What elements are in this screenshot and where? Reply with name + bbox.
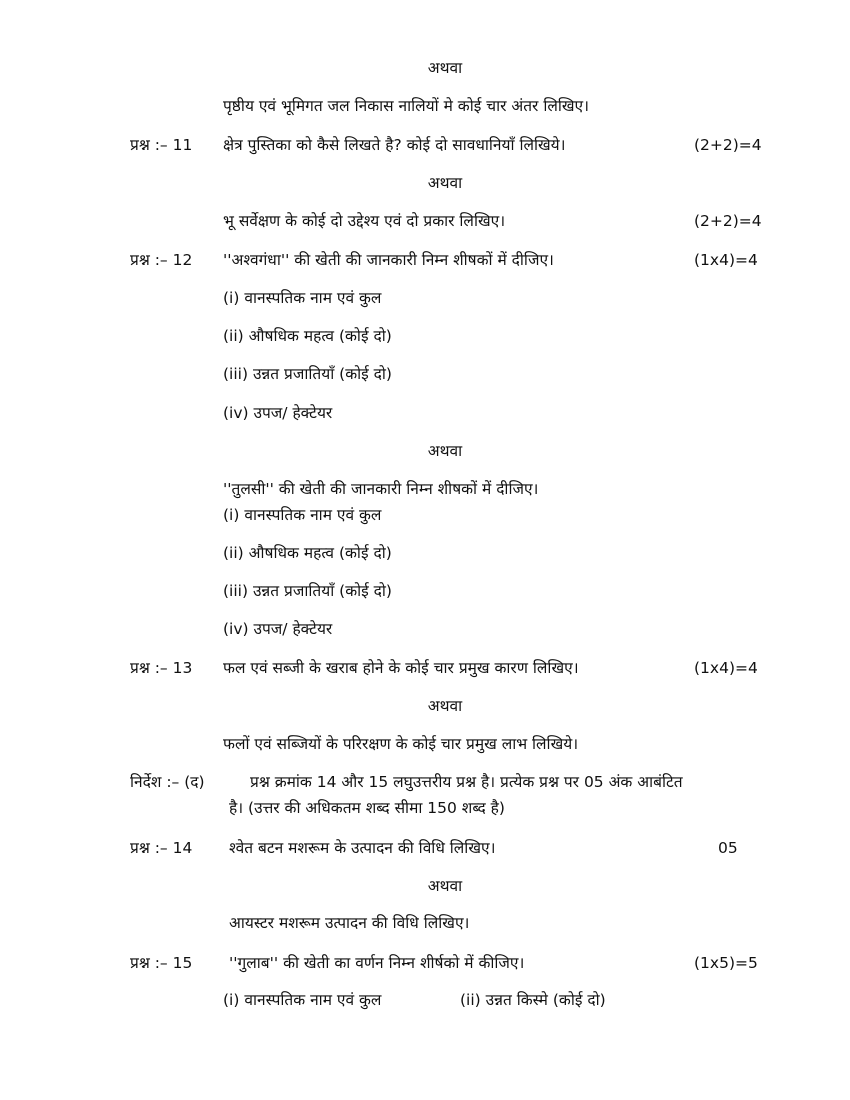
question-12-alternate-item: (iv) उपज/ हेक्टेयर <box>223 620 333 638</box>
question-13-marks: (1x4)=4 <box>694 659 758 677</box>
question-14-label: प्रश्न :– 14 <box>130 839 193 857</box>
question-10-alternate: पृष्ठीय एवं भूमिगत जल निकास नालियों मे कोई चार अंतर लिखिए। <box>223 97 589 115</box>
athva-heading: अथवा <box>427 697 463 715</box>
question-15-text: ''गुलाब'' की खेती का वर्णन निम्न शीर्षको में कीजिए। <box>229 954 525 972</box>
question-13-text: फल एवं सब्जी के खराब होने के कोई चार प्रमुख कारण लिखिए। <box>223 659 579 677</box>
question-12-item: (ii) औषधिक महत्व (कोई दो) <box>223 327 392 345</box>
question-12-item: (iv) उपज/ हेक्टेयर <box>223 404 333 422</box>
question-11-label: प्रश्न :– 11 <box>130 136 193 154</box>
question-11-alternate-marks: (2+2)=4 <box>694 212 762 230</box>
athva-heading: अथवा <box>427 174 463 192</box>
athva-heading: अथवा <box>427 877 463 895</box>
question-15-item: (i) वानस्पतिक नाम एवं कुल <box>223 991 382 1009</box>
question-15-label: प्रश्न :– 15 <box>130 954 193 972</box>
question-15-item: (ii) उन्नत किस्मे (कोई दो) <box>460 991 606 1009</box>
athva-heading: अथवा <box>427 59 463 77</box>
question-12-item: (iii) उन्नत प्रजातियॉं (कोई दो) <box>223 365 392 383</box>
question-15-marks: (1x5)=5 <box>694 954 758 972</box>
question-11-text: क्षेत्र पुस्तिका को कैसे लिखते है? कोई दो सावधानियॉं लिखिये। <box>223 136 566 154</box>
question-12-text: ''अश्वगंधा'' की खेती की जानकारी निम्न शीषकों में दीजिए। <box>223 251 554 269</box>
question-14-marks: 05 <box>718 839 738 857</box>
question-12-alternate: ''तुलसी'' की खेती की जानकारी निम्न शीषकों में दीजिए। <box>223 480 539 498</box>
athva-heading: अथवा <box>427 442 463 460</box>
question-12-alternate-item: (ii) औषधिक महत्व (कोई दो) <box>223 544 392 562</box>
instruction-label: निर्देश :– (द) <box>130 773 205 791</box>
question-12-item: (i) वानस्पतिक नाम एवं कुल <box>223 289 382 307</box>
instruction-line: है। (उत्तर की अधिकतम शब्द सीमा 150 शब्द है) <box>229 799 505 817</box>
question-13-label: प्रश्न :– 13 <box>130 659 193 677</box>
question-13-alternate: फलों एवं सब्जियों के परिरक्षण के कोई चार प्रमुख लाभ लिखिये। <box>223 735 579 753</box>
question-12-alternate-item: (iii) उन्नत प्रजातियॉं (कोई दो) <box>223 582 392 600</box>
instruction-line: प्रश्न क्रमांक 14 और 15 लघुउत्तरीय प्रश्न है। प्रत्येक प्रश्न पर 05 अंक आबंटित <box>250 773 683 791</box>
question-12-alternate-item: (i) वानस्पतिक नाम एवं कुल <box>223 506 382 524</box>
question-14-alternate: आयस्टर मशरूम उत्पादन की विधि लिखिए। <box>229 914 470 932</box>
question-12-marks: (1x4)=4 <box>694 251 758 269</box>
question-14-text: श्वेत बटन मशरूम के उत्पादन की विधि लिखिए। <box>229 839 496 857</box>
question-12-label: प्रश्न :– 12 <box>130 251 193 269</box>
question-11-alternate: भू सर्वेक्षण के कोई दो उद्देश्य एवं दो प्रकार लिखिए। <box>223 212 506 230</box>
question-11-marks: (2+2)=4 <box>694 136 762 154</box>
